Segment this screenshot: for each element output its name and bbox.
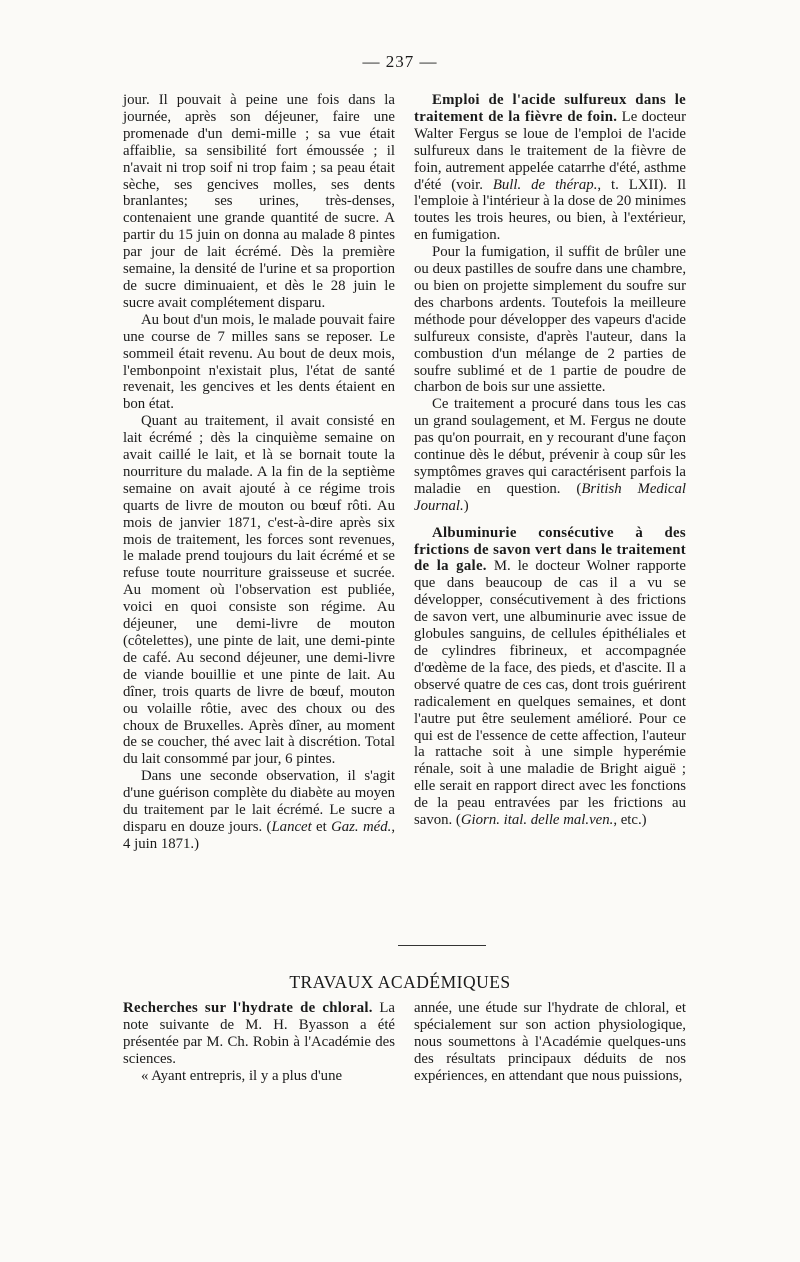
section-left-column	[123, 1000, 395, 1085]
article-chloral	[123, 1000, 395, 1068]
text-run: , t. LXII). Il l'emploie à l'intérieur à la dose de 20 minimes toutes les trois heures, ou bien, à l'extérieur, en fumigation.	[414, 176, 686, 244]
page-number: — 237 —	[362, 52, 438, 71]
text-run: et	[311, 818, 332, 835]
article-albuminuria	[414, 525, 686, 829]
paragraph-treatment: Quant au traitement, il avait consisté en lait écrémé ; dès la cinquième semaine on avait caillé le lait, et là se bornait toute la nourriture du malade. A la fin de la septième semaine on avait ajouté à ce régime trois quarts de livre de mouton ou bœuf rôti. Au mois de janvier 1871, c'est-à-dire après six mois de traitement, les forces sont revenues, le malade prend toujours du lait écrémé et se refuse toute nourriture graisseuse et sucrée. Au moment où l'observation est publiée, voici en quoi consiste son régime. Au déjeuner, une demi-livre de mouton (côtelettes), une pinte de lait, une demi-pinte de café. Au second déjeuner, une demi-livre de viande bouillie et une pinte de lait. Au dîner, trois quarts de livre de bœuf, mouton ou volaille rôtie, avec des choux ou des choux de Bruxelles. Après dîner, au moment de se coucher, thé avec lait à discrétion. Total du lait consommé par jour, 6 pintes.	[123, 413, 395, 768]
article-heading: Albuminurie consécutive à des frictions de savon vert dans le traitement de la gale.	[414, 524, 686, 575]
citation-gaz-med: Gaz. méd.	[331, 818, 392, 835]
paragraph-diabetes-case: jour. Il pouvait à peine une fois dans la journée, après son déjeuner, faire une promenade d'un demi-mille ; sa vue était affaiblie, sa sensibilité fort émoussée ; il n'avait ni trop soif ni trop faim ; sa peau était sèche, ses gencives molles, ses dents branlantes; ses urines, très-denses, contenaient une grande quantité de sucre. A partir du 15 juin on donna au malade 8 pintes par jour de lait écrémé. Dès la première semaine, la densité de l'urine et sa proportion de sucre diminuaient, et dès le 28 juin le sucre avait complétement disparu.	[123, 92, 395, 311]
section-right-column	[414, 1000, 686, 1085]
right-column	[414, 92, 686, 829]
paragraph-fumigation: Pour la fumigation, il suffit de brûler une ou deux pastilles de soufre dans une chambre, ou bien on projette simplement du soufre sur des charbons ardents. Toutefois la meilleure méthode pour développer des vapeurs d'acide sulfureux consiste, d'après l'auteur, dans la combustion d'un mélange de 2 parties de soufre sublimé et de 1 partie de poudre de charbon de bois sur une assiette.	[414, 244, 687, 396]
article-sulfurous-acid	[414, 92, 686, 244]
paragraph-second-observation	[123, 768, 395, 853]
section-divider	[398, 945, 486, 946]
article-heading: Emploi de l'acide sulfureux dans le traitement de la fièvre de foin.	[414, 92, 686, 125]
citation-bull-therap: Bull. de thérap.	[492, 176, 598, 193]
paragraph-quote-start: « Ayant entrepris, il y a plus d'une	[141, 1067, 343, 1084]
paragraph-chloral-continued: année, une étude sur l'hydrate de chloral, et spécialement sur son action physiologique, nous soumettons à l'Académie quelques-uns des résultats principaux déduits de nos expériences, en attendant que nous puissions,	[414, 1000, 686, 1084]
text-run: Dans une seconde observation, il s'agit d'une guérison complète du diabète au moyen du traitement par le lait écrémé. Le sucre a disparu en douze jours. (	[123, 768, 395, 835]
text-run: , 4 juin 1871.)	[123, 818, 396, 852]
citation-giorn-ital: Giorn. ital. delle mal.ven.	[460, 812, 614, 829]
text-run: Le docteur Walter Fergus se loue de l'emploi de l'acide sulfureux dans le traitement de la fièvre de foin, autrement appelée catarrhe d'été, asthme d'été (voir.	[414, 108, 686, 193]
left-column	[123, 92, 395, 853]
text-run: , etc.)	[613, 812, 647, 829]
section-title: TRAVAUX ACADÉMIQUES	[289, 972, 511, 992]
paragraph-relief	[414, 396, 686, 514]
paragraph-progress: Au bout d'un mois, le malade pouvait faire une course de 7 milles sans se reposer. Le sommeil était revenu. Au bout de deux mois, l'embonpoint n'existait plus, l'état de santé revenait, les gencives et les dents étaient en bon état.	[123, 311, 395, 413]
article-heading: Recherches sur l'hydrate de chloral.	[123, 1000, 373, 1016]
text-run: M. le docteur Wolner rapporte que dans beaucoup de cas il a vu se développer, consécutivement à des frictions de savon vert, une albuminurie avec issue de globules sanguins, de cellules épithéliales et de cylindres fibrineux, et accompagnée d'œdème de la face, des pieds, et d'ascite. Il a observé quatre de ces cas, dont trois guérirent radicalement en quelques semaines, et dont l'autre put être seulement amélioré. Pour ce qui est de l'essence de cette affection, l'auteur la rattache soit à une simple hyperémie rénale, soit à une maladie de Bright aiguë ; elle serait en rapport direct avec les fonctions de la peau entravées par les frictions au savon. (	[414, 558, 686, 829]
citation-bmj: British Medical Journal.	[414, 480, 686, 514]
text-run: )	[463, 497, 469, 514]
text-run: La note suivante de M. H. Byasson a été présentée par M. Ch. Robin à l'Académie des sciences.	[123, 1000, 395, 1067]
text-run: Ce traitement a procuré dans tous les cas un grand soulagement, et M. Fergus ne doute pas qu'on pourrait, en y recourant d'une façon continue dès le début, prévenir à coup sûr les symptômes graves qui caractérisent parfois la maladie en question. (	[414, 396, 686, 497]
citation-lancet: Lancet	[271, 818, 312, 835]
